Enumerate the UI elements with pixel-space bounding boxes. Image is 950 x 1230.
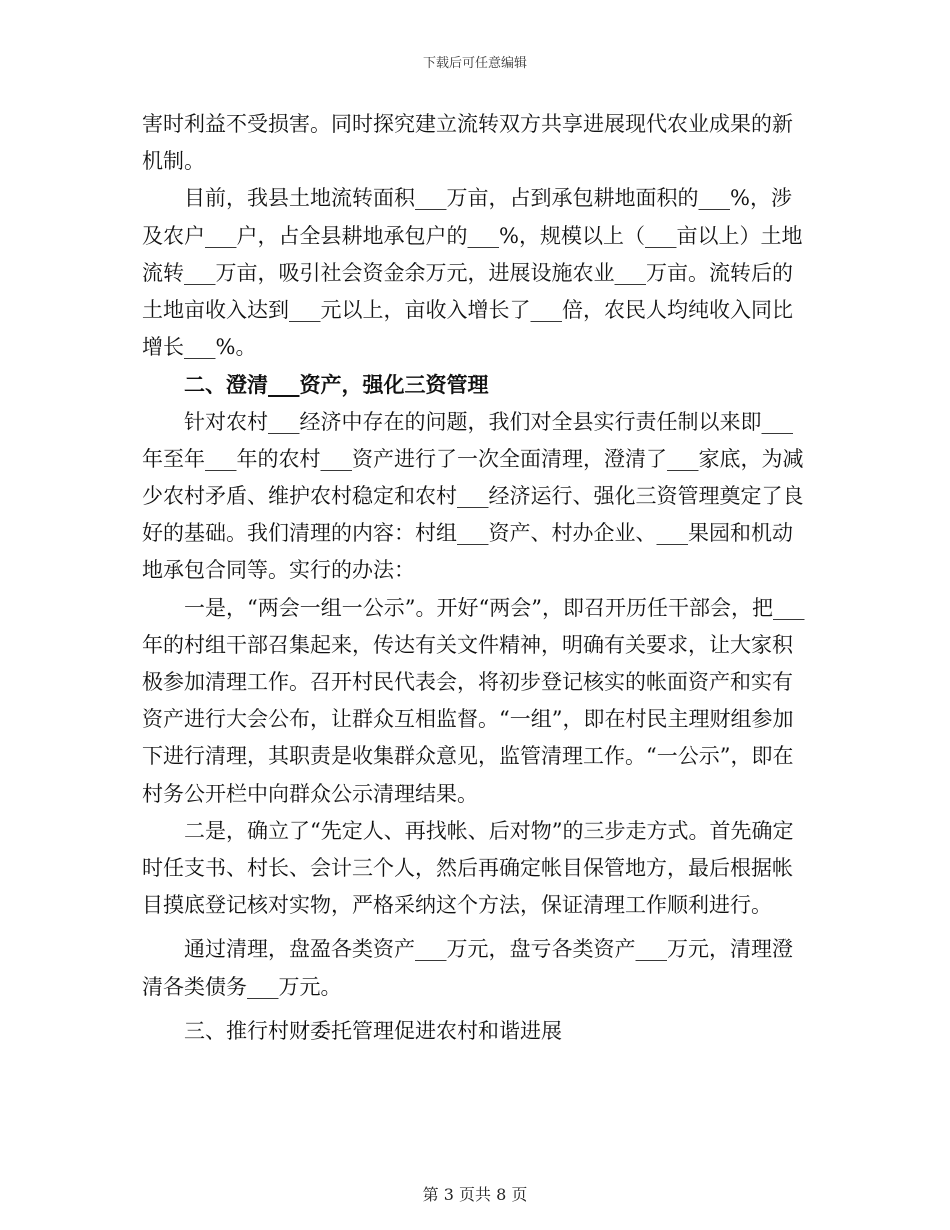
section-heading-2: 二、澄清___资产，强化三资管理: [184, 372, 489, 398]
paragraph-clearing-results: 通过清理，盘盈各类资产___万元，盘亏各类资产___万元，清理澄清各类债务___万元。: [142, 937, 793, 999]
paragraph-continuation: 害时利益不受损害。同时探究建立流转双方共享进展现代农业成果的新机制。: [142, 112, 793, 174]
document-body: [142, 106, 812, 1050]
paragraph-land-transfer-stats: 目前，我县土地流转面积___万亩，占到承包耕地面积的___%，涉及农户___户，占全县耕地承包户的___%，规模以上（___亩以上）土地流转___万亩，吸引社会资金余万元，进展设施农业___万亩。流转后的土地亩收入达到___元以上，亩收入增长了___倍，农民人均纯收入同比增长___%。: [142, 186, 803, 360]
page-header: 下载后可任意编辑: [422, 56, 527, 71]
section-heading-3: 三、推行村财委托管理促进农村和谐进展: [184, 1018, 562, 1043]
page-number: 第 3 页共 8 页: [422, 1185, 528, 1204]
paragraph-method-one: 一是，“两会一组一公示”。开好“两会”，即召开历任干部会，把___年的村组干部召集起来，传达有关文件精神，明确有关要求，让大家积极参加清理工作。召开村民代表会，将初步登记核实的帐面资产和实有资产进行大会公布，让群众互相监督。“一组”，即在村民主理财组参加下进行清理，其职责是收集群众意见，监管清理工作。“一公示”，即在村务公开栏中向群众公示清理结果。: [142, 595, 805, 806]
paragraph-asset-clearing: 针对农村___经济中存在的问题，我们对全县实行责任制以来即___年至年___年的农村___资产进行了一次全面清理，澄清了___家底，为减少农村矛盾、维护农村稳定和农村___经济运行、强化三资管理奠定了良好的基础。我们清理的内容：村组___资产、村办企业、___果园和机动地承包合同等。实行的办法：: [142, 409, 804, 583]
paragraph-method-two: 二是，确立了“先定人、再找帐、后对物”的三步走方式。首先确定时任支书、村长、会计三个人，然后再确定帐目保管地方，最后根据帐目摸底登记核对实物，严格采纳这个方法，保证清理工作顺利进行。: [142, 818, 794, 918]
